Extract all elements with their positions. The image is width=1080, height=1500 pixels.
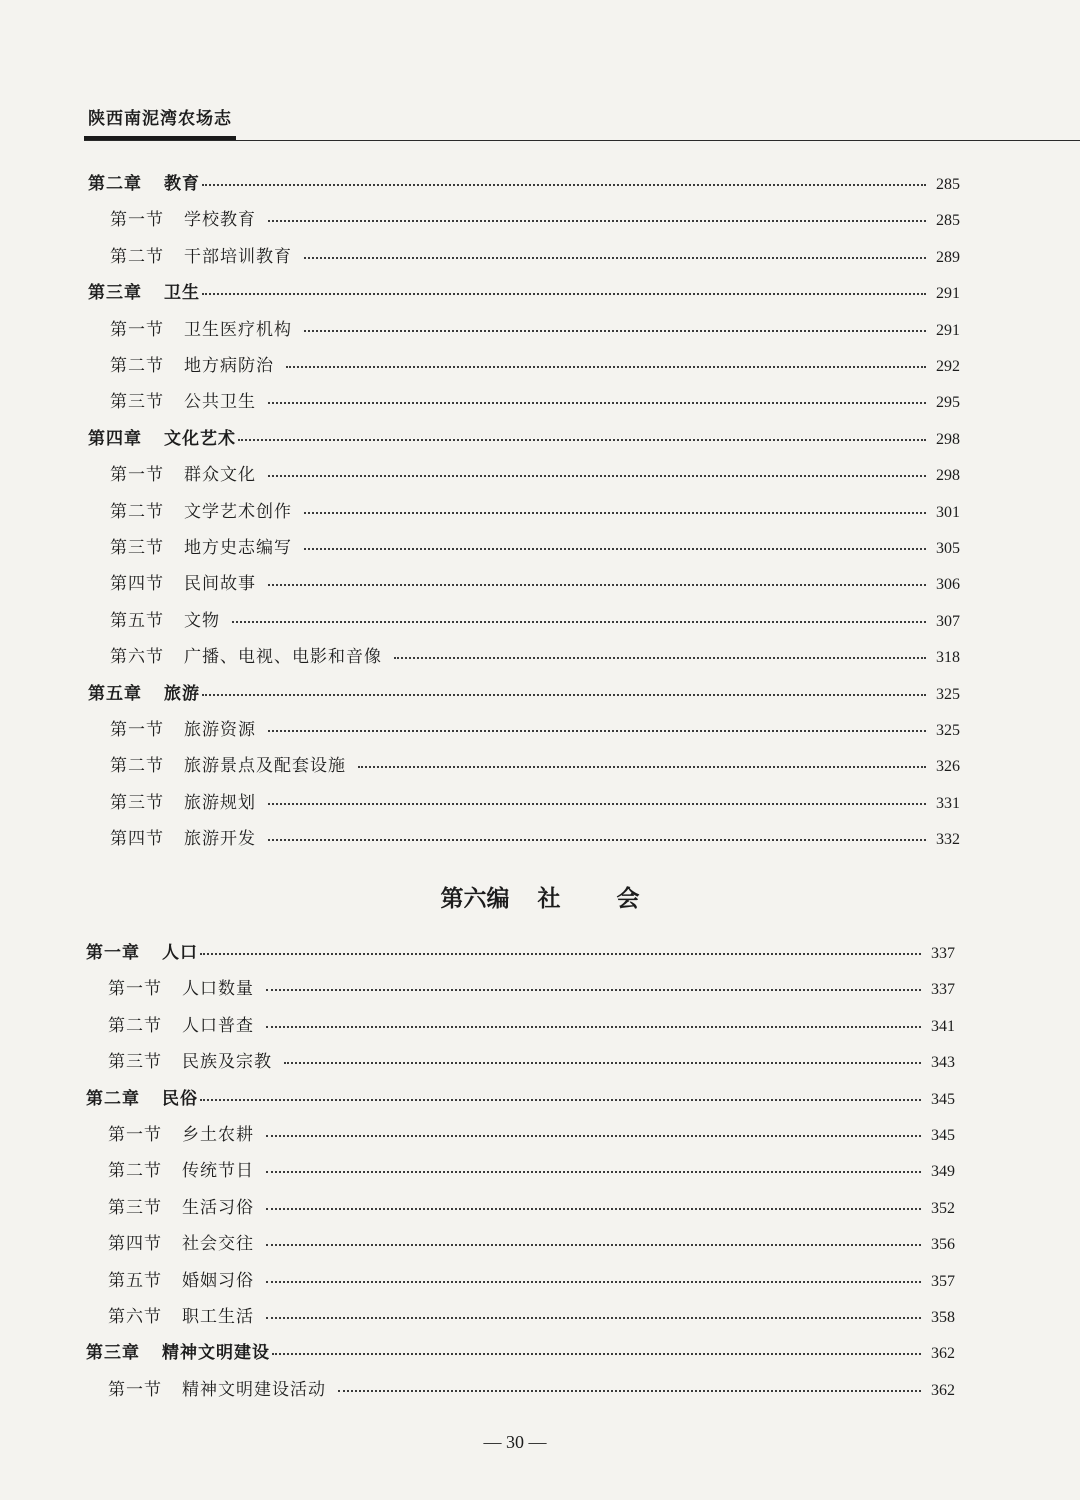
page-ref: 301 [936,503,960,521]
leader-dots [304,548,926,550]
chapter-title: 旅游 [164,683,200,704]
toc-entry-label [110,753,346,779]
leader-dots [238,439,926,441]
book-title: 陕西南泥湾农场志 [88,109,232,129]
page-ref: 349 [931,1163,955,1181]
page-ref: 343 [931,1054,955,1072]
toc-entry-label [86,940,198,966]
toc-section-row [110,389,960,415]
section-number: 第二节 [108,1015,162,1036]
toc-section-row [108,976,955,1002]
toc-chapter-row [88,681,960,707]
toc-section-row [108,1013,955,1039]
section-number: 第一节 [110,465,164,486]
leader-dots [284,1062,921,1064]
toc-entry-label [110,207,256,233]
toc-entry-label [108,1158,254,1184]
toc-section-row [110,753,960,779]
toc-entry-label [110,317,292,343]
section-number: 第五节 [108,1270,162,1291]
section-number: 第五节 [110,610,164,631]
page-ref: 285 [936,176,960,193]
page-ref: 295 [936,394,960,412]
page-ref: 289 [936,248,960,266]
toc-section-row [108,1304,955,1330]
page-ref: 357 [931,1272,955,1290]
toc-entry-label [108,1122,254,1148]
toc-section-row [108,1049,955,1075]
chapter-number: 第五章 [88,683,142,704]
chapter-title: 卫生 [164,283,200,304]
page-ref: 362 [931,1381,955,1399]
toc-entry-label [88,681,200,707]
toc-entry-label [110,462,256,488]
section-title: 学校教育 [184,210,256,231]
leader-dots [268,839,926,841]
toc-entry-label [110,826,256,852]
leader-dots [202,293,926,295]
toc-entry-label [88,280,200,306]
chapter-number: 第一章 [86,943,140,963]
leader-dots [200,1099,921,1101]
page-ref: 305 [936,540,960,557]
section-title: 地方病防治 [184,356,274,376]
section-number: 第六节 [110,647,164,668]
section-title: 乡土农耕 [182,1125,254,1145]
toc-entry-label [108,1304,254,1330]
leader-dots [200,953,921,955]
chapter-title: 人口 [162,943,198,963]
toc-section-row [110,244,960,270]
leader-dots [266,1317,921,1319]
page-ref: 325 [936,685,960,703]
leader-dots [304,512,926,514]
section-number: 第一节 [108,1379,162,1400]
leader-dots [232,621,926,623]
leader-dots [272,1353,921,1355]
section-title: 文学艺术创作 [184,501,292,522]
leader-dots [394,657,926,659]
toc-section-row [110,717,960,743]
toc-chapter-row [86,940,955,966]
toc-chapter-row [88,280,960,306]
toc-chapter-row [88,426,960,452]
header-rule [84,140,1080,141]
toc-entry-label [110,644,382,670]
toc-entry-label [110,571,256,597]
section-number: 第二节 [110,246,164,267]
section-title: 职工生活 [182,1307,254,1327]
section-title: 文物 [184,610,220,631]
toc-chapter-row [88,171,960,197]
toc-entry-label [86,1340,270,1366]
section-number: 第四节 [110,574,164,595]
toc-section-row [110,462,960,488]
page-ref: 337 [931,981,955,999]
toc-entry-label [108,1195,254,1221]
leader-dots [202,184,926,186]
section-title: 人口数量 [182,979,254,1000]
leader-dots [358,766,926,768]
toc-chapter-row [86,1340,955,1366]
section-number: 第二节 [110,356,164,376]
page-ref: 332 [936,831,960,849]
section-title: 婚姻习俗 [182,1270,254,1291]
leader-dots [286,366,926,368]
chapter-number: 第三章 [86,1343,140,1364]
toc-section-row [108,1122,955,1148]
toc-entry-label [108,1049,272,1075]
chapter-title: 教育 [164,174,200,194]
leader-dots [202,694,926,696]
page-ref: 318 [936,649,960,667]
part-word-1: 社 [537,886,561,912]
leader-dots [268,220,926,222]
leader-dots [266,1026,921,1028]
leader-dots [268,402,926,404]
page-ref: 356 [931,1236,955,1254]
section-number: 第二节 [110,501,164,522]
toc-entry-label [110,790,256,816]
leader-dots [266,1244,921,1246]
toc-section-row [108,1158,955,1184]
leader-dots [268,803,926,805]
section-title: 社会交往 [182,1234,254,1255]
part-label: 第六编 [440,886,510,912]
chapter-number: 第二章 [88,174,142,194]
page-ref: 331 [936,794,960,812]
toc-entry-label [108,1013,254,1039]
section-number: 第二节 [110,756,164,777]
toc-section-row [108,1377,955,1403]
part-heading [0,880,1080,913]
section-title: 地方史志编写 [184,538,292,558]
toc-entry-label [108,1377,326,1403]
leader-dots [266,1281,921,1283]
section-title: 旅游规划 [184,792,256,813]
section-number: 第一节 [110,720,164,740]
section-number: 第一节 [108,979,162,1000]
leader-dots [304,330,926,332]
toc-entry-label [110,389,256,415]
section-title: 生活习俗 [182,1197,254,1218]
section-number: 第四节 [110,829,164,850]
page-ref: 306 [936,576,960,594]
section-number: 第二节 [108,1161,162,1182]
leader-dots [266,989,921,991]
page-ref: 352 [931,1199,955,1217]
leader-dots [268,475,926,477]
toc-entry-label [110,499,292,525]
leader-dots [338,1390,921,1392]
leader-dots [266,1208,921,1210]
chapter-number: 第三章 [88,283,142,304]
section-title: 干部培训教育 [184,246,292,267]
part-word-2: 会 [616,886,640,912]
section-number: 第三节 [110,792,164,813]
toc-entry-label [86,1086,198,1112]
leader-dots [268,730,926,732]
page-ref: 285 [936,212,960,230]
section-title: 民间故事 [184,574,256,595]
toc-section-row [110,571,960,597]
section-number: 第一节 [108,1125,162,1145]
section-title: 广播、电视、电影和音像 [184,647,382,668]
page-ref: 292 [936,358,960,375]
section-number: 第三节 [108,1197,162,1218]
chapter-title: 文化艺术 [164,428,236,449]
toc-entry-label [110,353,274,379]
toc-section-row [110,644,960,670]
section-title: 公共卫生 [184,392,256,413]
toc-entry-label [110,717,256,743]
leader-dots [304,257,926,259]
toc-section-row [110,790,960,816]
section-number: 第四节 [108,1234,162,1255]
toc-entry-label [110,535,292,561]
toc-entry-label [108,1231,254,1257]
toc-section-row [110,317,960,343]
toc-chapter-row [86,1086,955,1112]
page-ref: 298 [936,467,960,485]
section-title: 旅游开发 [184,829,256,850]
section-title: 群众文化 [184,465,256,486]
page-ref: 362 [931,1345,955,1363]
toc-section-row [108,1268,955,1294]
page-ref: 291 [936,285,960,303]
section-number: 第一节 [110,210,164,231]
toc-section-row [110,499,960,525]
section-title: 传统节日 [182,1161,254,1182]
page-ref: 341 [931,1017,955,1035]
chapter-title: 精神文明建设 [162,1343,270,1364]
toc-entry-label [88,426,236,452]
toc-section-row [110,826,960,852]
section-title: 卫生医疗机构 [184,319,292,340]
section-number: 第三节 [108,1052,162,1073]
leader-dots [268,584,926,586]
toc-section-row [108,1231,955,1257]
section-number: 第一节 [110,319,164,340]
toc-section-row [110,608,960,634]
page-ref: 307 [936,612,960,630]
page-ref: 337 [931,945,955,962]
leader-dots [266,1171,921,1173]
toc-section-row [108,1195,955,1221]
section-title: 人口普查 [182,1015,254,1036]
page-ref: 326 [936,758,960,776]
toc-section-row [110,535,960,561]
page-ref: 325 [936,722,960,739]
leader-dots [266,1135,921,1137]
section-title: 旅游景点及配套设施 [184,756,346,777]
chapter-number: 第四章 [88,428,142,449]
section-number: 第六节 [108,1307,162,1327]
toc-entry-label [108,1268,254,1294]
toc-section-row [110,353,960,379]
section-title: 旅游资源 [184,720,256,740]
page-ref: 345 [931,1090,955,1108]
section-number: 第三节 [110,392,164,413]
page-ref: 291 [936,321,960,339]
page-ref: 298 [936,430,960,448]
page-ref: 345 [931,1127,955,1144]
page-ref: 358 [931,1309,955,1326]
toc-entry-label [108,976,254,1002]
section-title: 精神文明建设活动 [182,1379,326,1400]
toc-entry-label [110,244,292,270]
page-number: — 30 — [483,1432,547,1452]
toc-entry-label [88,171,200,197]
toc-entry-label [110,608,220,634]
chapter-number: 第二章 [86,1088,140,1109]
section-number: 第三节 [110,538,164,558]
chapter-title: 民俗 [162,1088,198,1109]
section-title: 民族及宗教 [182,1052,272,1073]
toc-section-row [110,207,960,233]
